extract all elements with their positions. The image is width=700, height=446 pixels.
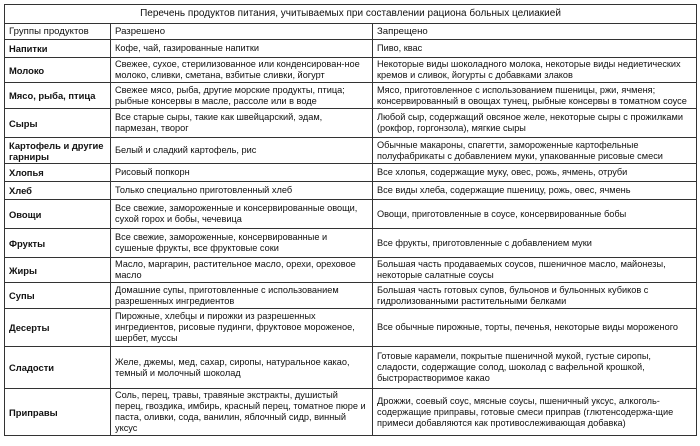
row-forbidden: Все фрукты, приготовленные с добавлением муки [373, 229, 697, 258]
row-allowed: Белый и сладкий картофель, рис [111, 138, 373, 164]
row-group-desserts: Десерты [5, 309, 111, 347]
table-row [5, 229, 697, 258]
row-allowed: Масло, маргарин, растительное масло, орехи, ореховое масло [111, 258, 373, 283]
table-row [5, 164, 697, 182]
row-group-sweets: Сладости [5, 347, 111, 389]
table-row [5, 182, 697, 200]
table-row [5, 83, 697, 109]
row-group-fruits: Фрукты [5, 229, 111, 258]
row-group-potato: Картофель и другие гарниры [5, 138, 111, 164]
row-forbidden: Овощи, приготовленные в соусе, консервированные бобы [373, 200, 697, 229]
header-forbidden: Запрещено [373, 24, 697, 40]
table-header-row [5, 24, 697, 40]
row-forbidden: Дрожжи, соевый соус, мясные соусы, пшеничный уксус, алкоголь-содержащие приправы, готовые смеси приправ (глютенсодержа-щие примеси добавляются как противослеживающая добавка) [373, 389, 697, 436]
row-group-condiments: Приправы [5, 389, 111, 436]
table-row [5, 40, 697, 58]
table-row [5, 200, 697, 229]
row-group-vegetables: Овощи [5, 200, 111, 229]
table-row [5, 258, 697, 283]
table-row [5, 109, 697, 138]
table-caption-row [5, 5, 697, 24]
row-allowed: Кофе, чай, газированные напитки [111, 40, 373, 58]
table-row [5, 138, 697, 164]
row-allowed: Свежее, сухое, стерилизованное или конденсирован-ное молоко, сливки, сметана, взбитые сливки, йогурт [111, 58, 373, 83]
table-row [5, 309, 697, 347]
row-forbidden: Все обычные пирожные, торты, печенья, некоторые виды мороженого [373, 309, 697, 347]
table-row [5, 389, 697, 436]
header-group: Группы продуктов [5, 24, 111, 40]
table-row [5, 283, 697, 309]
row-allowed: Свежее мясо, рыба, другие морские продукты, птица; рыбные консервы в масле, рассоле или в воде [111, 83, 373, 109]
row-allowed: Пирожные, хлебцы и пирожки из разрешенных ингредиентов, рисовые пудинги, фруктовое мороженое, шербет, муссы [111, 309, 373, 347]
row-group-cheese: Сыры [5, 109, 111, 138]
row-forbidden: Обычные макароны, спагетти, замороженные картофельные полуфабрикаты с добавлением муки, упакованные рисовые смеси [373, 138, 697, 164]
row-forbidden: Большая часть готовых супов, бульонов и бульонных кубиков с гидролизованными растительными белками [373, 283, 697, 309]
row-forbidden: Все виды хлеба, содержащие пшеницу, рожь, овес, ячмень [373, 182, 697, 200]
row-allowed: Все свежие, замороженные и консервированные овощи, сухой горох и бобы, чечевица [111, 200, 373, 229]
table-row [5, 347, 697, 389]
row-group-drinks: Напитки [5, 40, 111, 58]
row-allowed: Соль, перец, травы, травяные экстракты, душистый перец, гвоздика, имбирь, красный перец, томатное пюре и паста, оливки, сода, ванилин, яблочный сидр, винный уксус [111, 389, 373, 436]
row-allowed: Только специально приготовленный хлеб [111, 182, 373, 200]
row-allowed: Рисовый попкорн [111, 164, 373, 182]
row-group-soups: Супы [5, 283, 111, 309]
row-allowed: Все старые сыры, такие как швейцарский, эдам, пармезан, творог [111, 109, 373, 138]
row-group-meat: Мясо, рыба, птица [5, 83, 111, 109]
header-allowed: Разрешено [111, 24, 373, 40]
row-group-fats: Жиры [5, 258, 111, 283]
row-group-cereal: Хлопья [5, 164, 111, 182]
celiac-diet-table [4, 4, 697, 436]
row-forbidden: Готовые карамели, покрытые пшеничной мукой, густые сиропы, сладости, содержащие солод, шоколад с вафельной крошкой, быстрорастворимое какао [373, 347, 697, 389]
row-allowed: Домашние супы, приготовленные с использованием разрешенных ингредиентов [111, 283, 373, 309]
row-forbidden: Мясо, приготовленное с использованием пшеницы, ржи, ячменя; консервированный в овощах тунец, рыбные консервы в томатном соусе [373, 83, 697, 109]
row-allowed: Все свежие, замороженные, консервированные и сушеные фрукты, все фруктовые соки [111, 229, 373, 258]
row-forbidden: Большая часть продаваемых соусов, пшеничное масло, майонезы, некоторые салатные соусы [373, 258, 697, 283]
row-group-bread: Хлеб [5, 182, 111, 200]
row-forbidden: Любой сыр, содержащий овсяное желе, некоторые сыры с прожилками (рокфор, горгонзола), мягкие сыры [373, 109, 697, 138]
table-caption: Перечень продуктов питания, учитываемых при составлении рациона больных целиакией [5, 5, 697, 24]
row-forbidden: Пиво, квас [373, 40, 697, 58]
table-row [5, 58, 697, 83]
row-group-milk: Молоко [5, 58, 111, 83]
row-forbidden: Все хлопья, содержащие муку, овес, рожь, ячмень, отруби [373, 164, 697, 182]
row-allowed: Желе, джемы, мед, сахар, сиропы, натуральное какао, темный и молочный шоколад [111, 347, 373, 389]
row-forbidden: Некоторые виды шоколадного молока, некоторые виды недиетических кремов и сливок, йогурты с добавками злаков [373, 58, 697, 83]
